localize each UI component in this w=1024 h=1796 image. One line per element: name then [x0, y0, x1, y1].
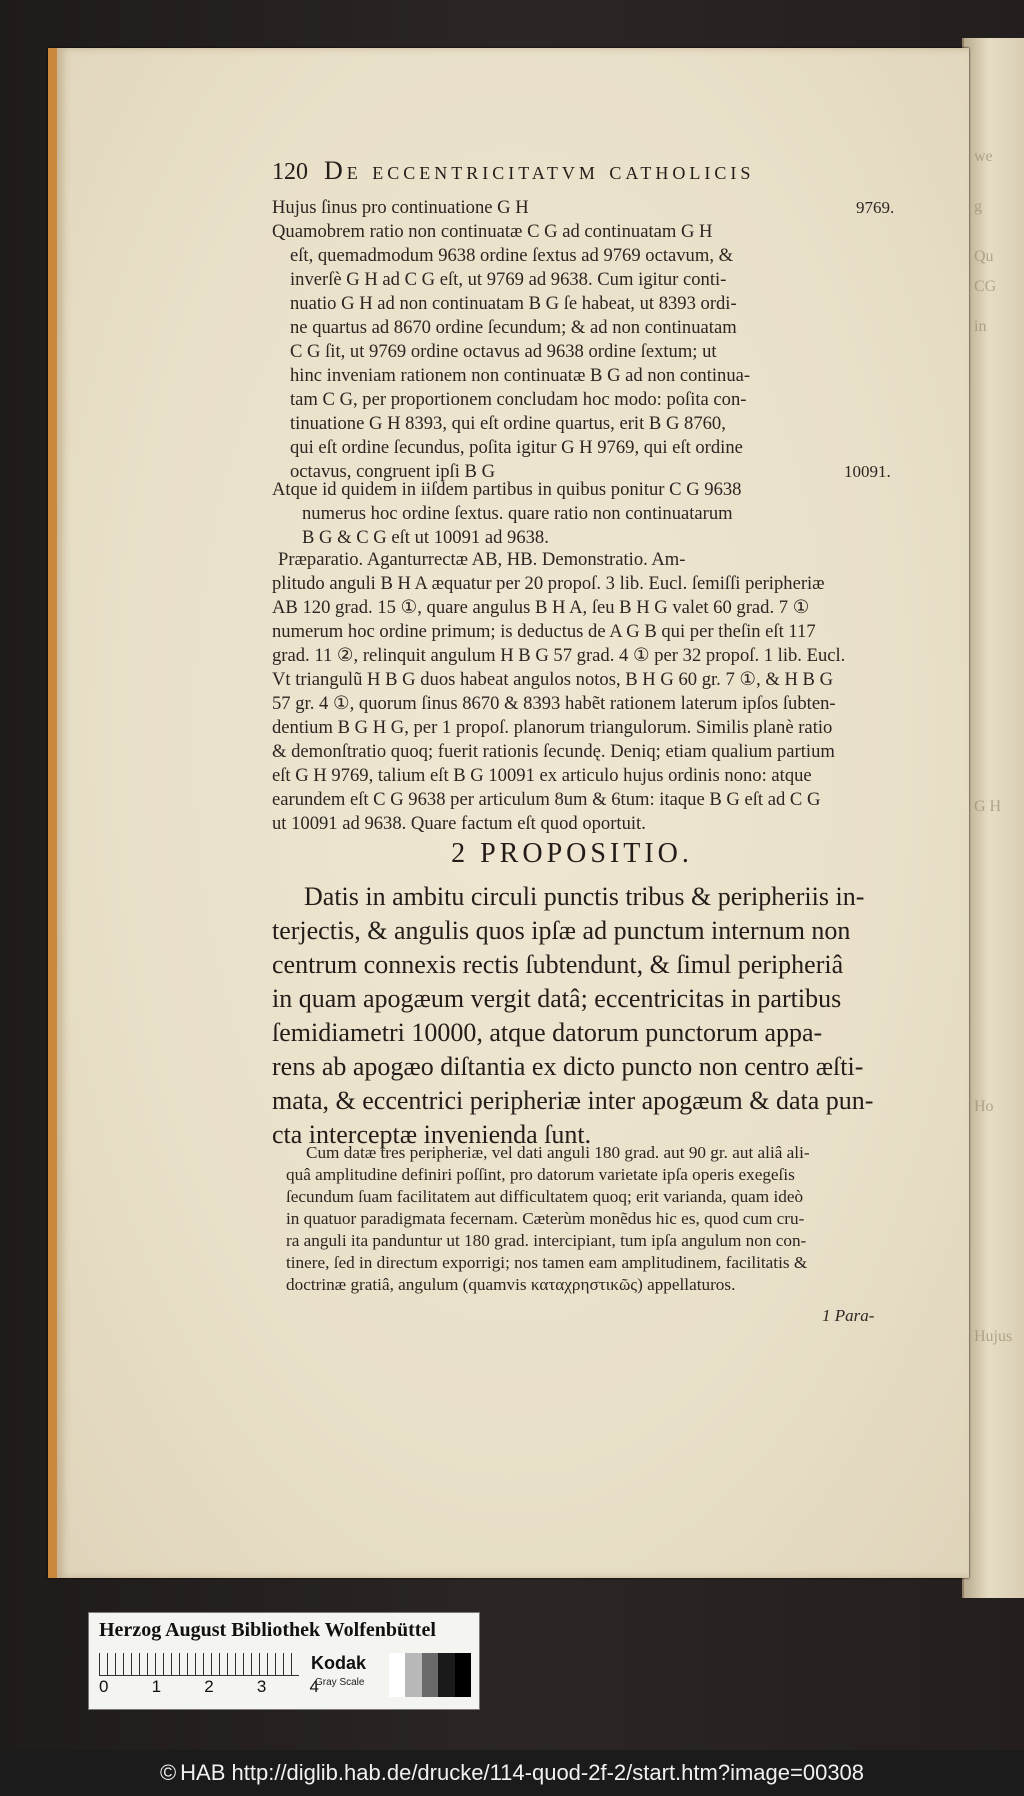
- text-line: nuatio G H ad non continuatam B G ſe habeat, ut 8393 ordi-: [290, 293, 737, 314]
- text-line: tam C G, per proportionem concludam hoc modo: poſita con-: [290, 389, 747, 410]
- ghost-text: we: [974, 148, 993, 165]
- scale-card: [88, 1612, 480, 1710]
- text-line: eſt G H 9769, talium eſt B G 10091 ex articulo hujus ordinis nono: atque: [272, 765, 812, 786]
- text-line: quâ amplitudine definiri poſſint, pro datorum varietate ipſa operis exegeſis: [286, 1165, 795, 1184]
- copyright-icon: ©: [159, 1760, 177, 1785]
- text-line: ne quartus ad 8670 ordine ſecundum; & ad non continuatam: [290, 317, 737, 338]
- text-line: inverſè G H ad C G eſt, ut 9769 ad 9638. Cum igitur conti-: [290, 269, 727, 290]
- text-line: B G & C G eſt ut 10091 ad 9638.: [302, 527, 549, 548]
- gray-swatch: [422, 1653, 438, 1697]
- ghost-text: G H: [974, 798, 1002, 815]
- text-line: Quamobrem ratio non continuatæ C G ad continuatam G H: [272, 221, 713, 242]
- text-line: earundem eſt C G 9638 per articulum 8um & 6tum: itaque B G eſt ad C G: [272, 789, 821, 810]
- gray-scale-label: Gray Scale: [315, 1677, 365, 1688]
- proposition-line: ſemidiametri 10000, atque datorum punctorum appa-: [272, 1018, 823, 1047]
- gray-swatch: [455, 1653, 471, 1697]
- footer-text: HAB http://diglib.hab.de/drucke/114-quod-2f-2/start.htm?image=00308: [180, 1760, 865, 1785]
- gray-swatch: [438, 1653, 454, 1697]
- ghost-text: in: [974, 318, 987, 335]
- margin-value: 9769.: [856, 198, 895, 217]
- ghost-text: Ho: [974, 1098, 994, 1115]
- text-line: tinuatione G H 8393, qui eſt ordine quartus, erit B G 8760,: [290, 413, 726, 434]
- ghost-text: g: [974, 198, 982, 215]
- running-title: De eccentricitatvm catholicis: [324, 156, 755, 185]
- text-line: Præparatio. Aganturrectæ AB, HB. Demonstratio. Am-: [278, 549, 686, 570]
- footer-bar: [0, 1750, 1024, 1796]
- proposition-line: terjectis, & angulis quos ipſæ ad punctum internum non: [272, 916, 851, 945]
- proposition-title: 2 PROPOSITIO.: [451, 838, 693, 869]
- ghost-text: Hujus: [974, 1328, 1013, 1345]
- adjacent-page-edge: [962, 38, 1024, 1598]
- text-line: grad. 11 ②, relinquit angulum H B G 57 grad. 4 ① per 32 propoſ. 1 lib. Eucl.: [272, 645, 846, 666]
- ghost-text: CG: [974, 278, 997, 295]
- text-line: Cum datæ tres peripheriæ, vel dati anguli 180 grad. aut 90 gr. aut aliâ ali-: [306, 1143, 810, 1162]
- text-line: eſt, quemadmodum 9638 ordine ſextus ad 9769 octavum, &: [290, 245, 734, 266]
- text-line: dentium B G H G, per 1 propoſ. planorum triangulorum. Similis planè ratio: [272, 717, 833, 738]
- text-line: C G ſit, ut 9769 ordine octavus ad 9638 ordine ſextum; ut: [290, 341, 717, 362]
- running-head: [272, 156, 862, 190]
- text-line: plitudo anguli B H A æquatur per 20 propoſ. 3 lib. Eucl. ſemiſſi peripheriæ: [272, 573, 825, 594]
- page-number: 120: [272, 159, 308, 185]
- text-line: doctrinæ gratiâ, angulum (quamvis καταχρηστικῶς) appellaturos.: [286, 1275, 736, 1294]
- proposition-line: centrum connexis rectis ſubtendunt, & ſimul peripheriâ: [272, 950, 844, 979]
- proposition-line: in quam apogæum vergit datâ; eccentricitas in partibus: [272, 984, 842, 1013]
- proposition-line: cta interceptæ invenienda ſunt.: [272, 1120, 592, 1149]
- ruler-number: 0: [99, 1677, 109, 1696]
- proposition-line: mata, & eccentrici peripheriæ inter apogæum & data pun-: [272, 1086, 874, 1115]
- text-line: numerus hoc ordine ſextus. quare ratio non continuatarum: [302, 503, 733, 524]
- text-line: ſecundum ſuam facilitatem aut difficultatem quoq; erit varianda, quam ideò: [286, 1187, 804, 1206]
- text-line: Atque id quidem in iiſdem partibus in quibus ponitur C G 9638: [272, 479, 742, 500]
- text-line: octavus, congruent ipſi B G: [290, 461, 496, 482]
- ruler-number: 4: [309, 1677, 319, 1696]
- ruler-number: 2: [204, 1677, 214, 1696]
- text-line: Hujus ſinus pro continuatione G H: [272, 197, 529, 218]
- text-line: ut 10091 ad 9638. Quare factum eſt quod oportuit.: [272, 813, 646, 834]
- catchword: 1 Para-: [822, 1306, 875, 1325]
- text-line: & demonſtratio quoq; fuerit rationis ſecundę. Deniq; etiam qualium partium: [272, 741, 835, 762]
- gray-swatches: [389, 1653, 471, 1697]
- text-line: tinere, ſed in directum exporrigi; nos tamen eam amplitudinem, facilitatis &: [286, 1253, 808, 1272]
- gray-swatch: [405, 1653, 421, 1697]
- text-line: ra anguli ita panduntur ut 180 grad. intercipiant, tum ipſa angulum non con-: [286, 1231, 807, 1250]
- ruler-number: 3: [256, 1677, 267, 1696]
- library-name: Herzog August Bibliothek Wolfenbüttel: [99, 1619, 436, 1641]
- ghost-text: Qu: [974, 248, 994, 265]
- text-line: in quatuor paradigmata fecernam. Cæterùm monẽdus hic es, quod cum cru-: [286, 1209, 805, 1228]
- text-line: hinc inveniam rationem non continuatæ B G ad non continua-: [290, 365, 751, 386]
- text-line: qui eſt ordine ſecundus, poſita igitur G H 9769, qui eſt ordine: [290, 437, 743, 458]
- kodak-brand: Kodak: [311, 1653, 367, 1673]
- margin-value: 10091.: [844, 462, 891, 481]
- text-line: numerum hoc ordine primum; is deductus de A G B qui per theſin eſt 117: [272, 621, 816, 642]
- gray-swatch: [389, 1653, 405, 1697]
- proposition-line: Datis in ambitu circuli punctis tribus & peripheriis in-: [304, 882, 865, 911]
- ruler: [99, 1653, 299, 1676]
- ruler-numbers: [99, 1677, 319, 1697]
- proposition-line: rens ab apogæo diſtantia ex dicto puncto non centro æſti-: [272, 1052, 864, 1081]
- ruler-number: 1: [151, 1677, 162, 1696]
- text-line: AB 120 grad. 15 ①, quare angulus B H A, ſeu B H G valet 60 grad. 7 ①: [272, 597, 810, 618]
- text-line: 57 gr. 4 ①, quorum ſinus 8670 & 8393 habẽt rationem laterum ipſos ſubten-: [272, 693, 836, 714]
- text-line: Vt triangulũ H B G duos habeat angulos notos, B H G 60 gr. 7 ①, & H B G: [272, 669, 834, 690]
